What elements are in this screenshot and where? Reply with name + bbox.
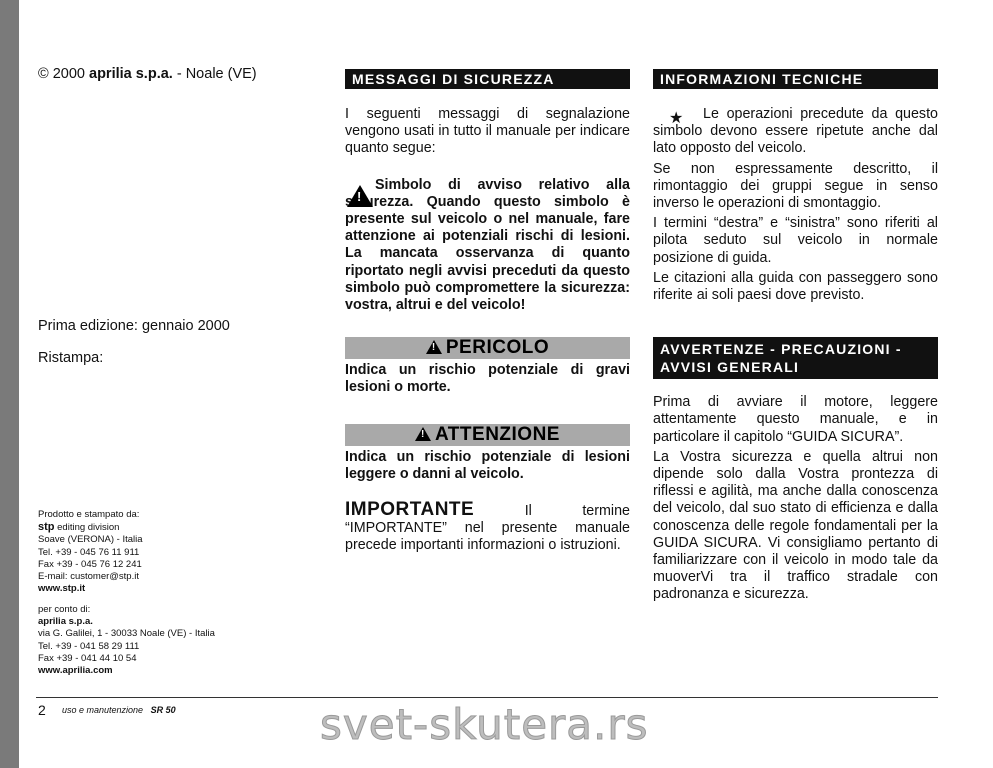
client-line: Tel. +39 - 041 58 29 111 xyxy=(38,640,140,652)
footer-manual-label xyxy=(62,705,176,715)
star-note xyxy=(653,106,938,158)
attention-text: Indica un rischio potenziale di lesioni leggere o danni al veicolo. xyxy=(345,448,630,482)
important-text: Il termine “IMPORTANTE” nel presente manuale precede importanti informazioni o istruzioni. xyxy=(345,503,630,554)
footer-model: SR 50 xyxy=(150,705,176,715)
producer-line: Prodotto e stampato da: xyxy=(38,509,140,520)
danger-label: PERICOLO xyxy=(445,337,550,359)
attention-label: ATTENZIONE xyxy=(435,423,560,445)
safety-messages-column xyxy=(345,69,630,555)
tech-paragraph: Se non espressamente descritto, il rimontaggio dei gruppi segue in senso inverso le operazioni di smontaggio. xyxy=(653,160,938,212)
general-warnings-header-line: AVVISI GENERALI xyxy=(660,359,800,376)
attention-header xyxy=(345,424,630,446)
client-line: aprilia s.p.a. xyxy=(38,616,93,628)
warning-triangle-icon xyxy=(415,427,431,441)
warnings-paragraph: La Vostra sicurezza e quella altrui non dipende solo dalla Vostra prontezza di riflessi e agilità, ma anche dalla conoscenza del veicolo, dal suo stato di efficienza e dalla conoscenza delle regole fondamentali per la GUIDA SICURA. Vi consigliamo pertanto di familiarizzare con il veicolo in modo tale da muoverVi tra il traffico stradale con padronanza e sicurezza. xyxy=(653,448,938,603)
important-word: IMPORTANTE xyxy=(345,499,475,521)
tech-paragraph: Le citazioni alla guida con passeggero sono riferite ai soli paesi dove previsto. xyxy=(653,269,938,304)
copyright-line xyxy=(38,66,257,82)
footer-divider xyxy=(36,697,938,698)
copyright-suffix: - Noale (VE) xyxy=(172,66,257,82)
producer-block xyxy=(38,509,143,595)
technical-info-header: INFORMAZIONI TECNICHE xyxy=(653,69,938,89)
general-warnings-header xyxy=(653,337,938,379)
warning-symbol-text: Simbolo di avviso relativo alla sicurezza. Quando questo simbolo è presente sul veicolo o nel manuale, fare attenzione ai potenziali rischi di lesioni. La mancata osservanza di quanto riportato negli avvisi preceduti da questo simbolo può compromettere la sicurezza: vostra, altrui e del veicolo! xyxy=(345,176,630,314)
warning-symbol-block xyxy=(345,177,630,315)
reprint-text: Ristampa: xyxy=(38,350,104,366)
watermark-text: svet-skutera.rs xyxy=(320,700,649,749)
warnings-paragraph: Prima di avviare il motore, leggere attentamente questo manuale, e in particolare il capitolo “GUIDA SICURA”. xyxy=(653,394,938,445)
stp-line xyxy=(38,521,143,534)
producer-line: Tel. +39 - 045 76 11 911 xyxy=(38,546,140,558)
footer-manual-text: uso e manutenzione xyxy=(62,705,144,715)
copyright-brand: aprilia s.p.a. xyxy=(89,66,173,82)
page-number: 2 xyxy=(38,702,46,718)
danger-text: Indica un rischio potenziale di gravi lesioni o morte. xyxy=(345,362,630,396)
copyright-prefix: © 2000 xyxy=(38,66,89,82)
important-paragraph xyxy=(345,501,630,555)
danger-header xyxy=(345,337,630,359)
producer-line: www.stp.it xyxy=(38,583,86,595)
warning-triangle-icon xyxy=(426,340,442,354)
tech-paragraph: I termini “destra” e “sinistra” sono riferiti al pilota seduto sul veicolo in normale posizione di guida. xyxy=(653,215,938,266)
client-block xyxy=(38,604,215,677)
safety-intro: I seguenti messaggi di segnalazione vengono usati in tutto il manuale per indicare quanto segue: xyxy=(345,106,630,157)
producer-line: E-mail: customer@stp.it xyxy=(38,571,139,583)
client-line: www.aprilia.com xyxy=(38,665,113,677)
tech-paragraph: Le operazioni precedute da questo simbolo devono essere ripetute anche dal lato opposto del veicolo. xyxy=(653,106,938,157)
page-edge-bar xyxy=(0,0,19,768)
client-line: Fax +39 - 041 44 10 54 xyxy=(38,652,137,664)
technical-info-column xyxy=(653,69,938,604)
warning-triangle-icon xyxy=(347,185,373,207)
stp-logo: stp xyxy=(38,521,55,534)
producer-line: Fax +39 - 045 76 12 241 xyxy=(38,558,142,570)
stp-division: editing division xyxy=(54,522,120,534)
client-line: per conto di: xyxy=(38,604,91,615)
producer-line: Soave (VERONA) - Italia xyxy=(38,534,143,546)
general-warnings-header-line: AVVERTENZE - PRECAUZIONI - xyxy=(660,341,902,358)
safety-messages-header: MESSAGGI DI SICUREZZA xyxy=(345,69,630,89)
star-icon: ★ xyxy=(669,110,684,127)
client-line: via G. Galilei, 1 - 30033 Noale (VE) - Italia xyxy=(38,628,215,640)
edition-text: Prima edizione: gennaio 2000 xyxy=(38,318,230,334)
